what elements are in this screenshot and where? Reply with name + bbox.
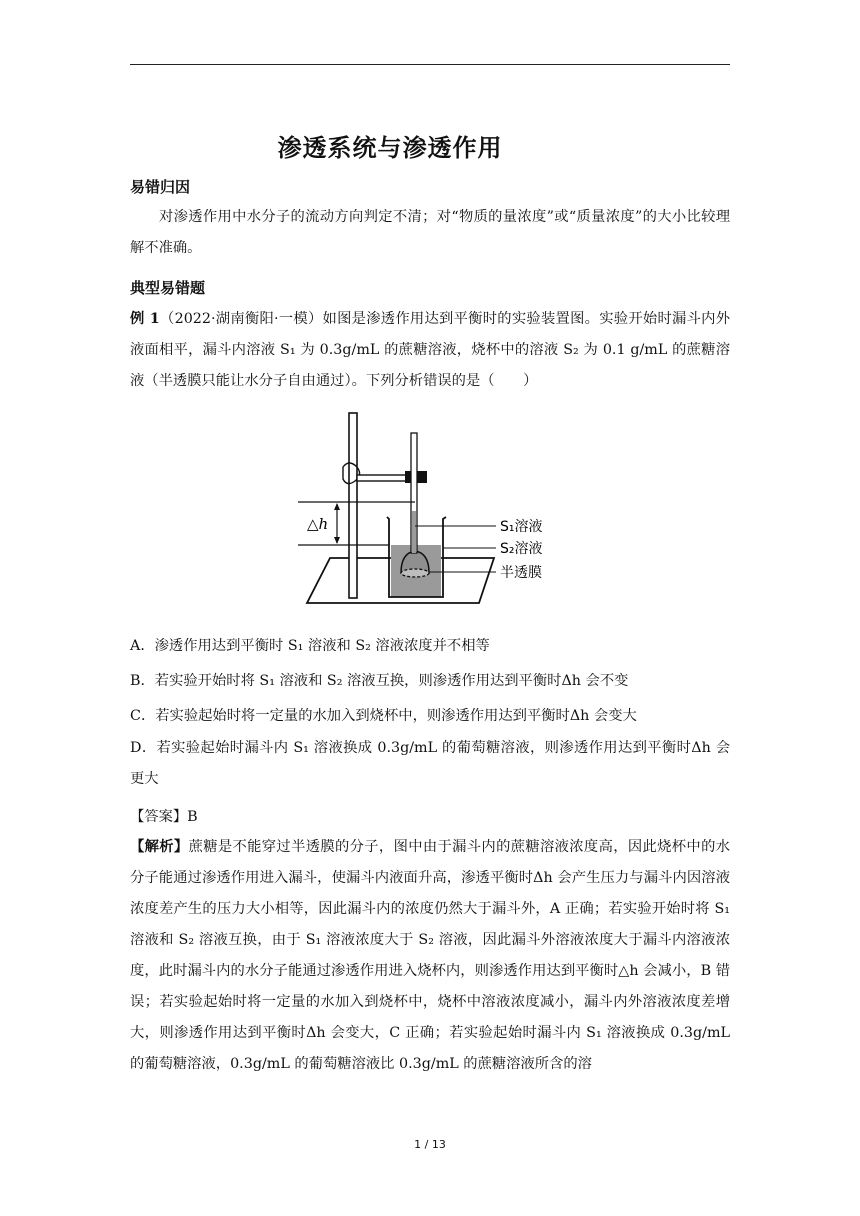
- answer-line: 【答案】B: [130, 809, 198, 825]
- example-text: （2022·湖南衡阳·一模）如图是渗透作用达到平衡时的实验装置图。实验开始时漏斗内外液面相平，漏斗内溶液 S₁ 为 0.3g/mL 的蔗糖溶液，烧杯中的溶液 S₂ 为 0.1 g/mL 的蔗糖溶液（半透膜只能让水分子自由通过）。下列分析错误的是（ ）: [130, 311, 730, 389]
- section-heading-cause: 易错归因: [130, 178, 191, 196]
- analysis-paragraph: [130, 832, 730, 1080]
- option-d: D．若实验起始时漏斗内 S₁ 溶液换成 0.3g/mL 的葡萄糖溶液，则渗透作用达到平衡时Δh 会更大: [130, 740, 730, 787]
- option-b: B．若实验开始时将 S₁ 溶液和 S₂ 溶液互换，则渗透作用达到平衡时Δh 会不变: [130, 673, 629, 689]
- semipermeable-membrane: [401, 569, 429, 577]
- option-a: A．渗透作用达到平衡时 S₁ 溶液和 S₂ 溶液浓度并不相等: [130, 638, 490, 654]
- header-rule: [130, 64, 730, 65]
- delta-h-arrow-head-bottom: [334, 537, 340, 544]
- section-heading-examples: 典型易错题: [130, 279, 206, 297]
- option-c: C．若实验起始时将一定量的水加入到烧杯中，则渗透作用达到平衡时Δh 会变大: [130, 708, 637, 724]
- label-s2: S₂溶液: [500, 541, 543, 557]
- delta-h-arrow-head-top: [334, 503, 340, 510]
- delta-h-label: △h: [307, 515, 329, 533]
- clamp-arm: [357, 475, 407, 481]
- label-membrane: 半透膜: [500, 565, 542, 581]
- example-label: 例 1: [130, 311, 160, 327]
- osmosis-apparatus-figure: [293, 405, 583, 613]
- cause-paragraph: 对渗透作用中水分子的流动方向判定不清；对“物质的量浓度”或“质量浓度”的大小比较理解不准确。: [130, 209, 730, 256]
- example-question: [130, 304, 730, 397]
- label-s1: S₁溶液: [500, 519, 543, 535]
- analysis-label: 【解析】: [130, 839, 189, 855]
- stand-rod: [349, 413, 357, 598]
- analysis-text: 蔗糖是不能穿过半透膜的分子，图中由于漏斗内的蔗糖溶液浓度高，因此烧杯中的水分子能通过渗透作用进入漏斗，使漏斗内液面升高，渗透平衡时Δh 会产生压力与漏斗内因溶液浓度差产生的压力大小相等，因此漏斗内的浓度仍然大于漏斗外，A 正确；若实验开始时将 S₁ 溶液和 S₂ 溶液互换，由于 S₁ 溶液浓度大于 S₂ 溶液，因此漏斗外溶液浓度大于漏斗内溶液浓度，此时漏斗内的水分子能通过渗透作用进入烧杯内，则渗透作用达到平衡时△h 会减小，B 错误；若实验起始时将一定量的水加入到烧杯中，烧杯中溶液浓度减小，漏斗内外溶液浓度差增大，则渗透作用达到平衡时Δh 会变大，C 正确；若实验起始时漏斗内 S₁ 溶液换成 0.3g/mL 的葡萄糖溶液，0.3g/mL 的葡萄糖溶液比 0.3g/mL 的蔗糖溶液所含的溶: [130, 839, 731, 1072]
- page-number: 1 / 13: [414, 1138, 446, 1151]
- tube-liquid-s1: [412, 511, 416, 553]
- page-title: 渗透系统与渗透作用: [277, 134, 503, 162]
